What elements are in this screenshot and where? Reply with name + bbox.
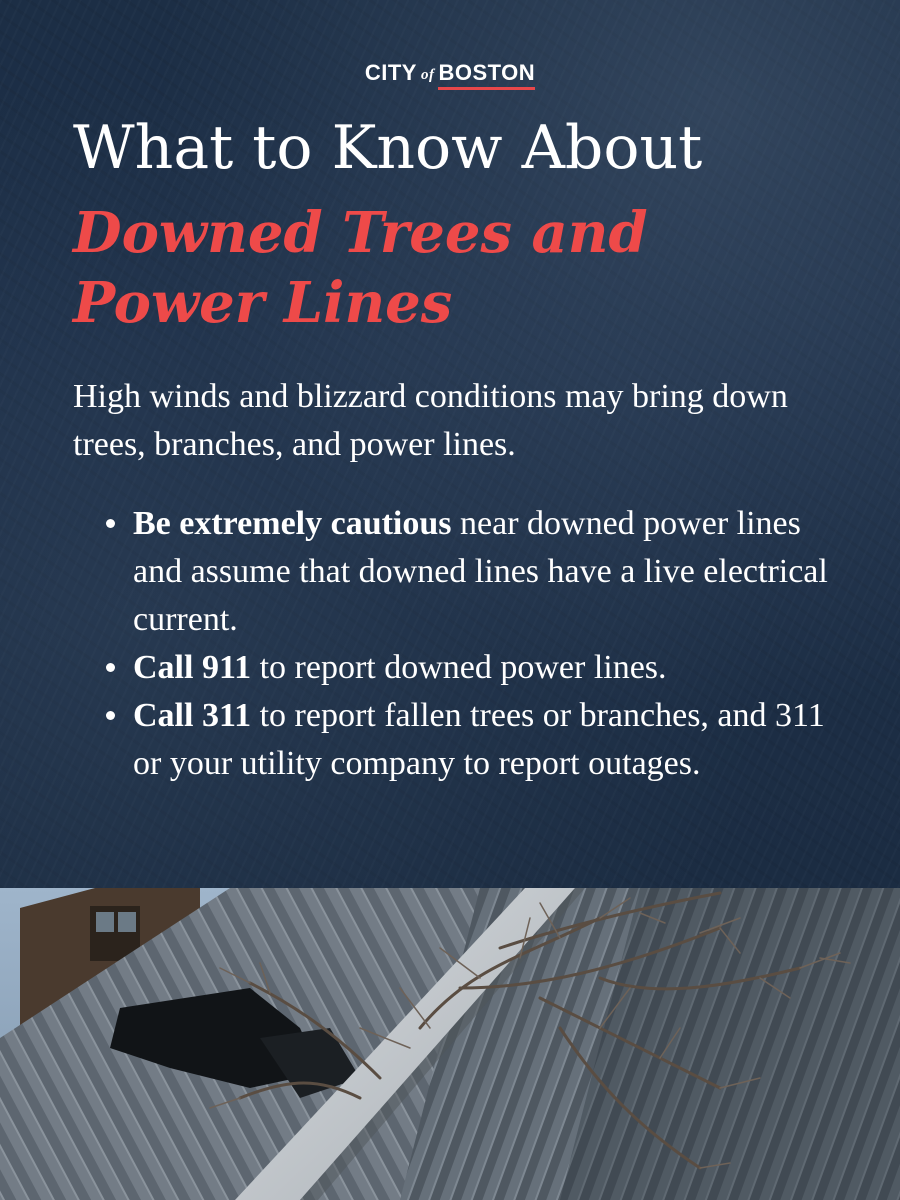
tip-bold: Call 911 [133, 649, 252, 686]
bullet-icon [106, 519, 115, 528]
list-item [133, 692, 843, 788]
bullet-icon [106, 711, 115, 720]
page-title [73, 113, 873, 338]
tip-text: to report downed power lines. [251, 649, 667, 686]
logo-city: CITY [364, 60, 417, 85]
list-item [133, 644, 843, 692]
tip-text: near downed power lines and assume that downed lines have a live electrical current. [133, 505, 828, 638]
bullet-icon [106, 663, 115, 672]
logo-boston: BOSTON [438, 60, 535, 90]
safety-tips-list [133, 500, 843, 788]
tip-bold: Be extremely cautious [133, 505, 452, 542]
tip-bold: Call 311 [133, 697, 252, 734]
logo-of: of [420, 67, 435, 83]
tip-text: to report fallen trees or branches, and 311 or your utility company to report outages. [133, 697, 825, 782]
list-item [133, 500, 843, 644]
title-line: What to Know About [73, 113, 703, 183]
title-highlight: Downed Trees and Power Lines [73, 200, 648, 336]
fallen-tree-photo [0, 888, 900, 1200]
city-of-boston-logo [0, 60, 900, 90]
fallen-tree-on-roof-illustration [0, 888, 900, 1200]
intro-text: High winds and blizzard conditions may bring down trees, branches, and power lines. [73, 378, 788, 463]
